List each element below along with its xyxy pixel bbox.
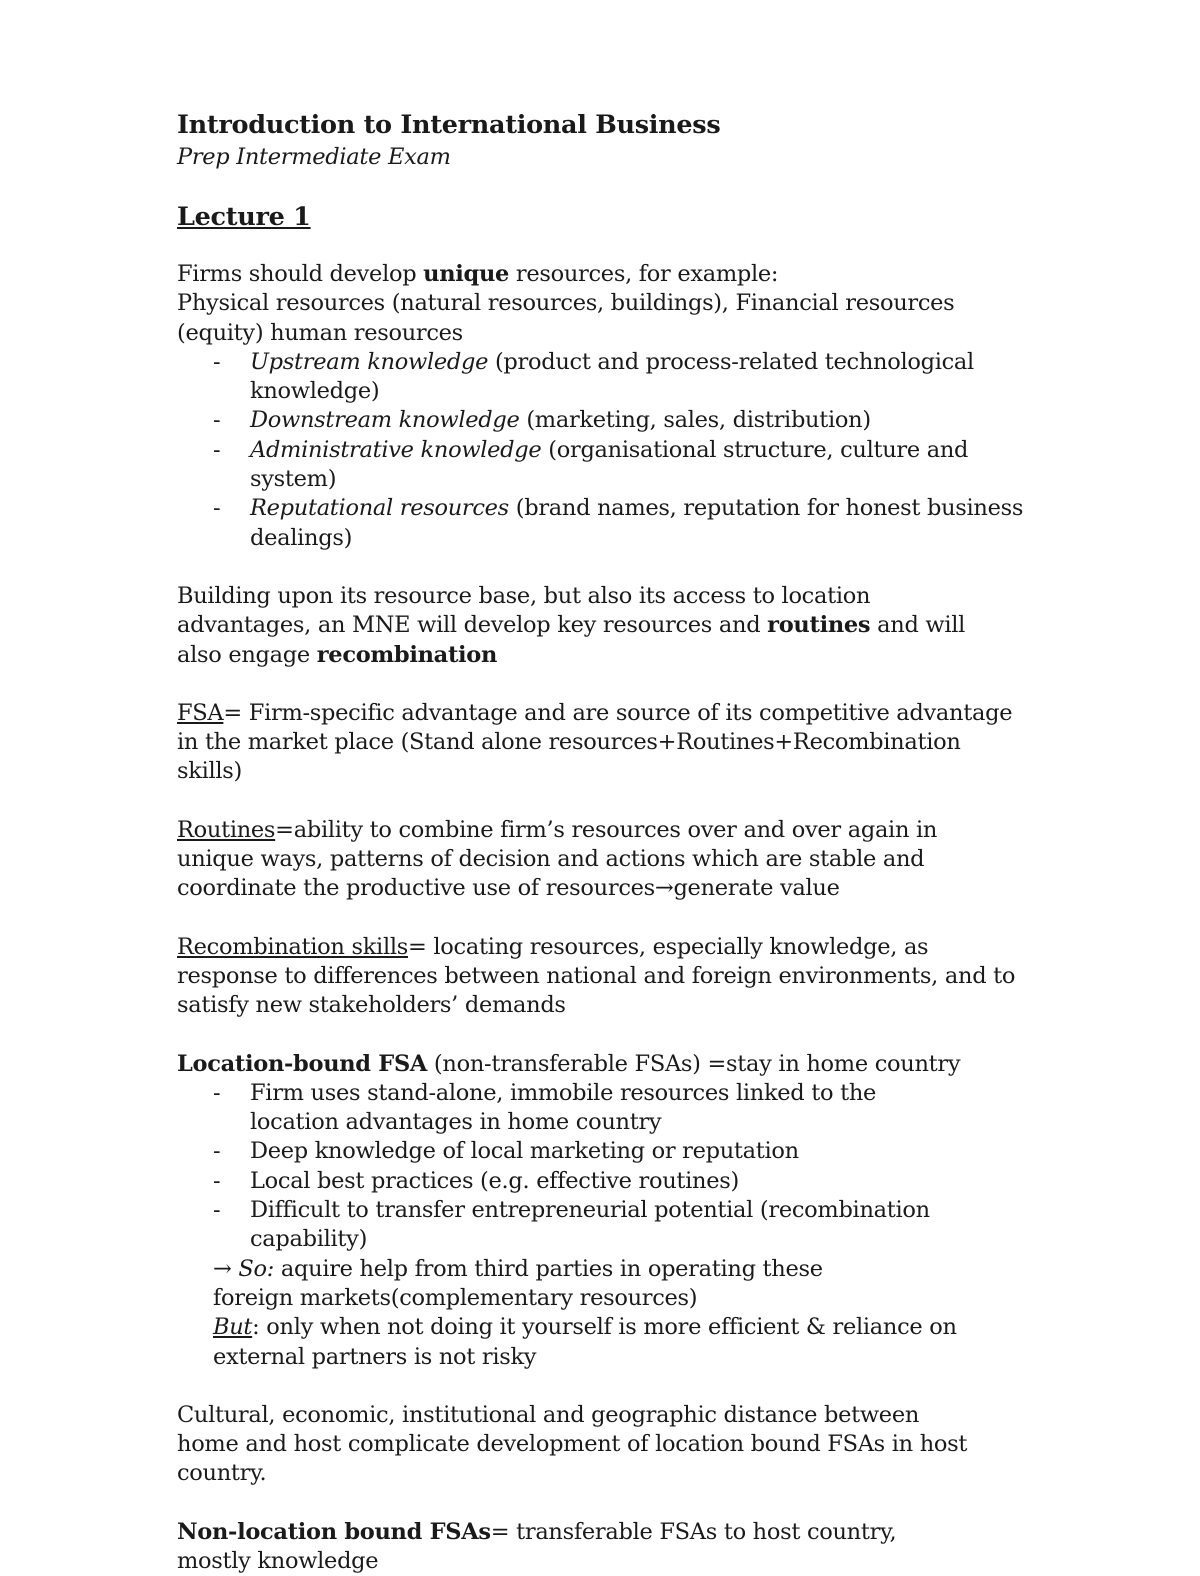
list-item-term: Administrative knowledge <box>250 436 542 463</box>
list-item <box>177 348 1027 407</box>
location-bound-text: (non-transferable FSAs) =stay in home country <box>427 1050 961 1077</box>
intro-bold-word: unique <box>423 261 510 287</box>
recombination-bold: recombination <box>316 641 498 668</box>
list-item-text: Firm uses stand-alone, immobile resources linked to the location advantages in home country <box>250 1079 877 1136</box>
list-item-text: (marketing, sales, distribution) <box>519 407 871 434</box>
so-label: So: <box>238 1255 275 1282</box>
location-bound-heading <box>177 1050 1027 1079</box>
list-item-text: (organisational structure, culture and system) <box>250 436 969 493</box>
building-text-mid: and will also engage <box>177 612 966 668</box>
list-item <box>177 1196 1027 1255</box>
dash-bullet: - <box>213 1079 221 1106</box>
list-item <box>177 406 1027 435</box>
dash-bullet: - <box>213 407 221 434</box>
routines-definition: =ability to combine firm’s resources over and over again in unique ways, patterns of decision and actions which are stable and coordinate the productive use of resources <box>177 816 938 902</box>
routines-bold: routines <box>767 612 871 639</box>
list-item-text: Local best practices (e.g. effective routines) <box>250 1167 739 1194</box>
building-text: Building upon its resource base, but also its access to location advantages, an MNE will develop key resources and <box>177 582 871 639</box>
fsa-definition: = Firm-specific advantage and are source of its competitive advantage in the market place (Stand alone resources+Routines+Recombination skills) <box>177 699 1013 785</box>
intro-text: Firms should develop <box>177 261 424 287</box>
routines-result: generate value <box>673 875 840 902</box>
list-item <box>177 436 1027 495</box>
distance-paragraph: Cultural, economic, institutional and geographic distance between home and host complicate development of location bound FSAs in host country. <box>177 1401 968 1487</box>
location-bound-list <box>177 1079 1027 1255</box>
intro-text-end: resources, for example: <box>509 261 779 287</box>
document-title: Introduction to International Business <box>177 110 721 140</box>
location-bound-term: Location-bound FSA <box>177 1050 428 1077</box>
recombination-definition: = locating resources, especially knowledge, as response to differences between national and foreign environments, and to satisfy new stakeholders’ demands <box>177 933 1016 1019</box>
dash-bullet: - <box>213 495 221 522</box>
arrow-icon: → <box>654 875 674 902</box>
fsa-paragraph <box>177 699 1027 787</box>
routines-term: Routines <box>177 816 276 843</box>
recombination-paragraph <box>177 933 1027 1021</box>
resource-list <box>177 348 1027 553</box>
arrow-icon: → <box>213 1255 232 1282</box>
list-item-term: Reputational resources <box>250 495 509 522</box>
routines-paragraph <box>177 816 977 904</box>
intro-line-1 <box>177 260 1027 289</box>
list-item-text: Difficult to transfer entrepreneurial potential (recombination capability) <box>250 1197 930 1253</box>
lecture-heading: Lecture 1 <box>177 202 311 232</box>
list-item-text: (product and process-related technological knowledge) <box>250 348 974 405</box>
intro-line-2: Physical resources (natural resources, buildings), Financial resources (equity) human resources <box>177 290 955 346</box>
dash-bullet: - <box>213 436 221 463</box>
dash-bullet: - <box>213 1197 221 1224</box>
fsa-term: FSA <box>177 699 224 726</box>
list-item <box>177 1137 1027 1166</box>
but-text: : only when not doing it yourself is more efficient & reliance on external partners is not risky <box>213 1314 957 1370</box>
non-location-paragraph <box>177 1518 927 1576</box>
list-item <box>177 494 1027 553</box>
list-item <box>177 1167 1027 1196</box>
so-note <box>177 1255 883 1314</box>
so-text: aquire help from third parties in operating these foreign markets(complementary resources) <box>213 1255 823 1311</box>
list-item <box>177 1079 930 1138</box>
non-location-definition: = transferable FSAs to host country, mostly knowledge <box>177 1518 897 1574</box>
dash-bullet: - <box>213 1138 221 1165</box>
non-location-term: Non-location bound FSAs <box>177 1518 491 1545</box>
list-item-text: (brand names, reputation for honest business dealings) <box>250 495 1024 551</box>
list-item-term: Downstream knowledge <box>250 407 520 434</box>
but-label: But <box>213 1314 253 1341</box>
list-item-text: Deep knowledge of local marketing or reputation <box>250 1138 799 1165</box>
document-page <box>177 108 1027 1576</box>
building-paragraph <box>177 582 992 670</box>
dash-bullet: - <box>213 348 221 375</box>
document-subtitle: Prep Intermediate Exam <box>177 144 451 170</box>
dash-bullet: - <box>213 1167 221 1194</box>
recombination-term: Recombination skills <box>177 933 408 960</box>
but-note <box>177 1313 1013 1372</box>
list-item-term: Upstream knowledge <box>250 348 489 375</box>
